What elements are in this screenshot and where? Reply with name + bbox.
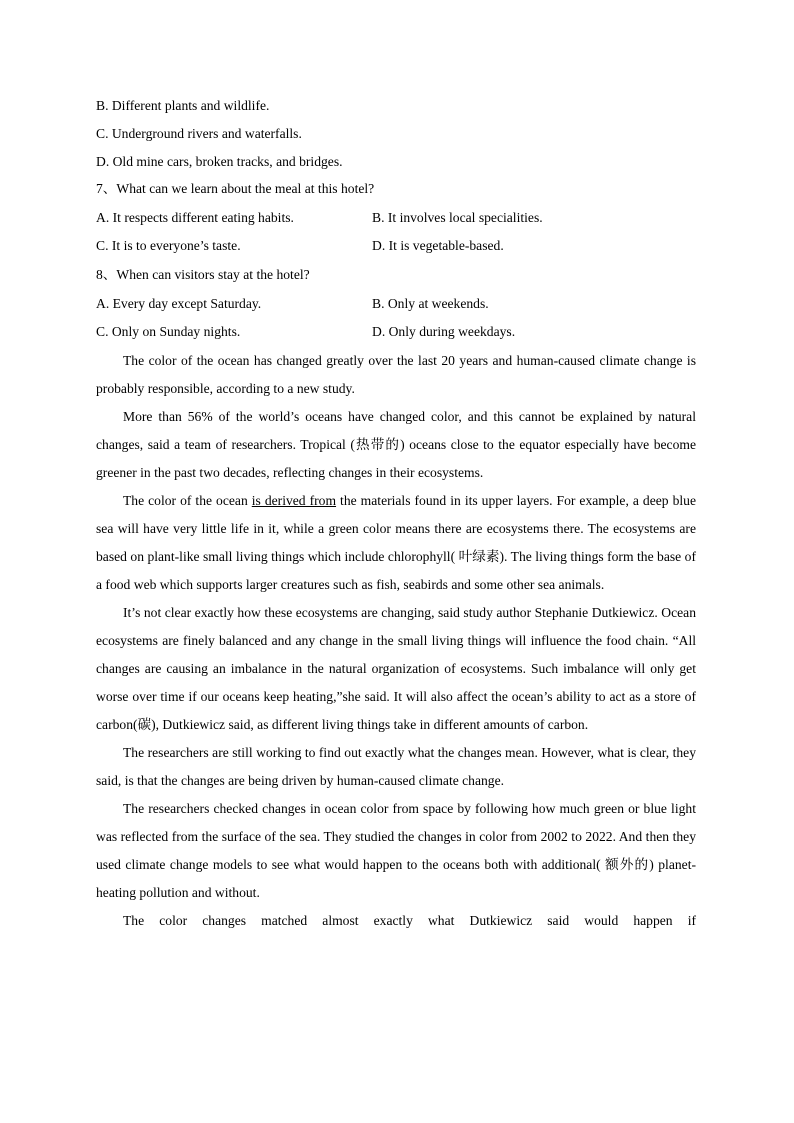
q8-option-c: C. Only on Sunday nights. xyxy=(96,324,241,340)
passage-paragraph-6: The researchers checked changes in ocean color from space by following how much green or blue light was reflected from the surface of the sea. They studied the changes in color from 2002 to 2022. And then they used climate change models to see what would happen to the oceans both with additional( 额外的) planet-heating pollution and without. xyxy=(96,800,696,900)
passage-paragraph-7: The color changes matched almost exactly what Dutkiewicz said would happen if xyxy=(123,912,696,928)
document-content xyxy=(96,92,696,935)
question-8-options-row-2 xyxy=(96,318,696,347)
passage-paragraph-4: It’s not clear exactly how these ecosystems are changing, said study author Stephanie Dutkiewicz. Ocean ecosystems are finely balanced and any change in the small living things will influence the food chain. “All changes are causing an imbalance in the natural organization of ecosystems. Such imbalance will only get worse over time if our oceans keep heating,”she said. It will also affect the ocean’s ability to act as a store of carbon(碳), Dutkiewicz said, as different living things take in different amounts of carbon. xyxy=(96,604,696,732)
q8-option-d: D. Only during weekdays. xyxy=(372,324,516,340)
passage-paragraph-1: The color of the ocean has changed greatly over the last 20 years and human-caused climate change is probably responsible, according to a new study. xyxy=(96,352,696,396)
q8-option-a: A. Every day except Saturday. xyxy=(96,295,262,311)
question-7-options-row-2 xyxy=(96,232,696,261)
question-7: 7、What can we learn about the meal at this hotel? xyxy=(96,181,375,197)
q7-option-d: D. It is vegetable-based. xyxy=(372,238,504,254)
option-c-prev: C. Underground rivers and waterfalls. xyxy=(96,125,302,141)
question-8: 8、When can visitors stay at the hotel? xyxy=(96,267,310,283)
q7-option-b: B. It involves local specialities. xyxy=(372,209,543,225)
option-b-prev: B. Different plants and wildlife. xyxy=(96,98,270,113)
question-7-options-row-1 xyxy=(96,204,696,233)
passage-paragraph-2: More than 56% of the world’s oceans have changed color, and this cannot be explained by natural changes, said a team of researchers. Tropical (热带的) oceans close to the equator especially have become greener in the past two decades, reflecting changes in their ecosystems. xyxy=(96,408,696,480)
q7-option-a: A. It respects different eating habits. xyxy=(96,209,294,225)
option-d-prev: D. Old mine cars, broken tracks, and bridges. xyxy=(96,153,343,169)
passage-paragraph-3 xyxy=(96,487,696,599)
q8-option-b: B. Only at weekends. xyxy=(372,295,489,311)
question-8-options-row-1 xyxy=(96,290,696,319)
underlined-phrase: is derived from xyxy=(251,492,337,508)
paragraph-3-rest: the materials found in its upper layers. For example, a deep blue sea will have very little life in it, while a green color means there are ecosystems there. The ecosystems are based on plant-like small living things which include chlorophyll( 叶绿素). The living things form the base of a food web which supports larger creatures such as fish, seabirds and some other sea animals. xyxy=(96,492,696,592)
q7-option-c: C. It is to everyone’s taste. xyxy=(96,238,241,254)
paragraph-3-start: The color of the ocean xyxy=(123,492,252,508)
passage-paragraph-5: The researchers are still working to find out exactly what the changes mean. However, what is clear, they said, is that the changes are being driven by human-caused climate change. xyxy=(96,744,696,788)
